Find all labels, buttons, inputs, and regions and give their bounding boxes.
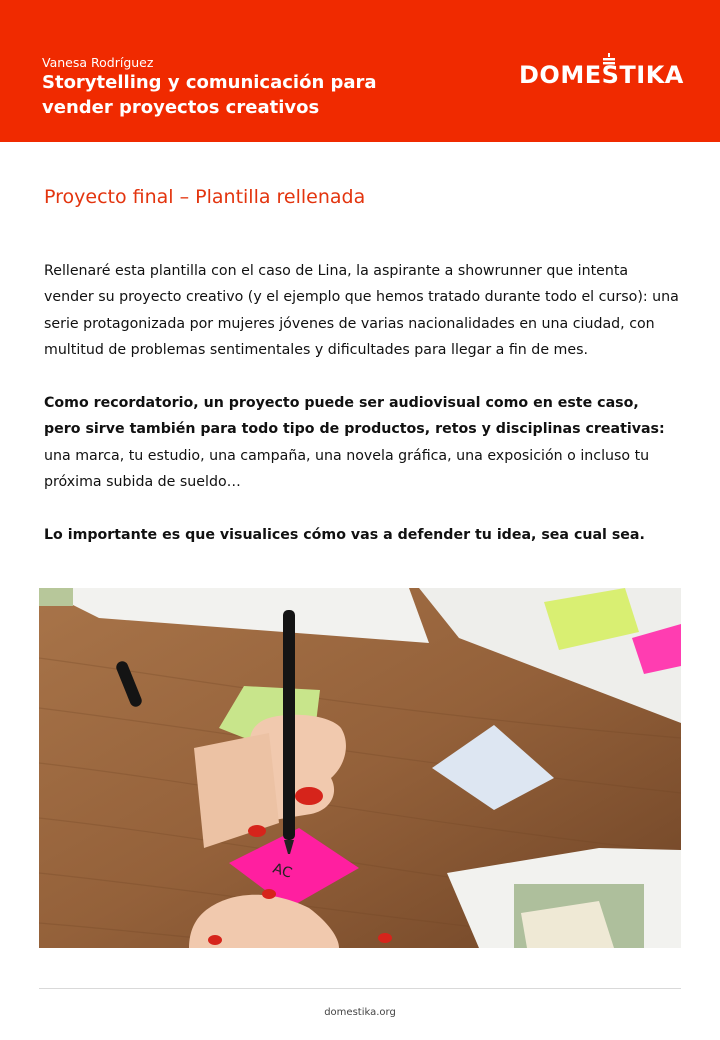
red-nail-2	[248, 825, 266, 837]
red-nail-1	[295, 787, 323, 805]
red-nail-5	[378, 933, 392, 943]
footer-divider	[39, 988, 681, 989]
photo-hand-writing-sticky-note	[39, 588, 681, 948]
course-title: Storytelling y comunicación para vender proyectos creativos	[42, 72, 377, 118]
section-title: Proyecto final – Plantilla rellenada	[44, 186, 366, 208]
green-note-corner	[39, 588, 73, 606]
footer-link[interactable]: domestika.org	[324, 1007, 396, 1018]
paragraph-conclusion-bold: Lo importante es que visualices cómo vas a defender tu idea, sea cual sea.	[44, 527, 645, 543]
domestika-logo[interactable]: DOMESTIKA	[519, 61, 684, 89]
marker-pen	[283, 610, 295, 840]
author-name: Vanesa Rodríguez	[42, 55, 154, 70]
paragraph-conclusion	[44, 522, 680, 548]
sticky-note-handwriting: AC	[270, 860, 294, 882]
paragraph-reminder	[44, 390, 680, 496]
paragraph-reminder-bold: Como recordatorio, un proyecto puede ser audiovisual como en este caso, pero sirve también para todo tipo de productos, retos y disciplinas creativas:	[44, 395, 665, 438]
paragraph-reminder-rest: una marca, tu estudio, una campaña, una novela gráfica, una exposición o incluso tu próxima subida de sueldo…	[44, 447, 650, 491]
red-nail-3	[262, 889, 276, 899]
red-nail-4	[208, 935, 222, 945]
paragraph-intro: Rellenaré esta plantilla con el caso de Lina, la aspirante a showrunner que intenta vender su proyecto creativo (y el ejemplo que hemos tratado durante todo el curso): una serie protagonizada por mujeres jóvenes de varias nacionalidades en una ciudad, con multitud de problemas sentimentales y dificultades para llegar a fin de mes.	[44, 263, 679, 359]
page-header	[0, 0, 720, 142]
